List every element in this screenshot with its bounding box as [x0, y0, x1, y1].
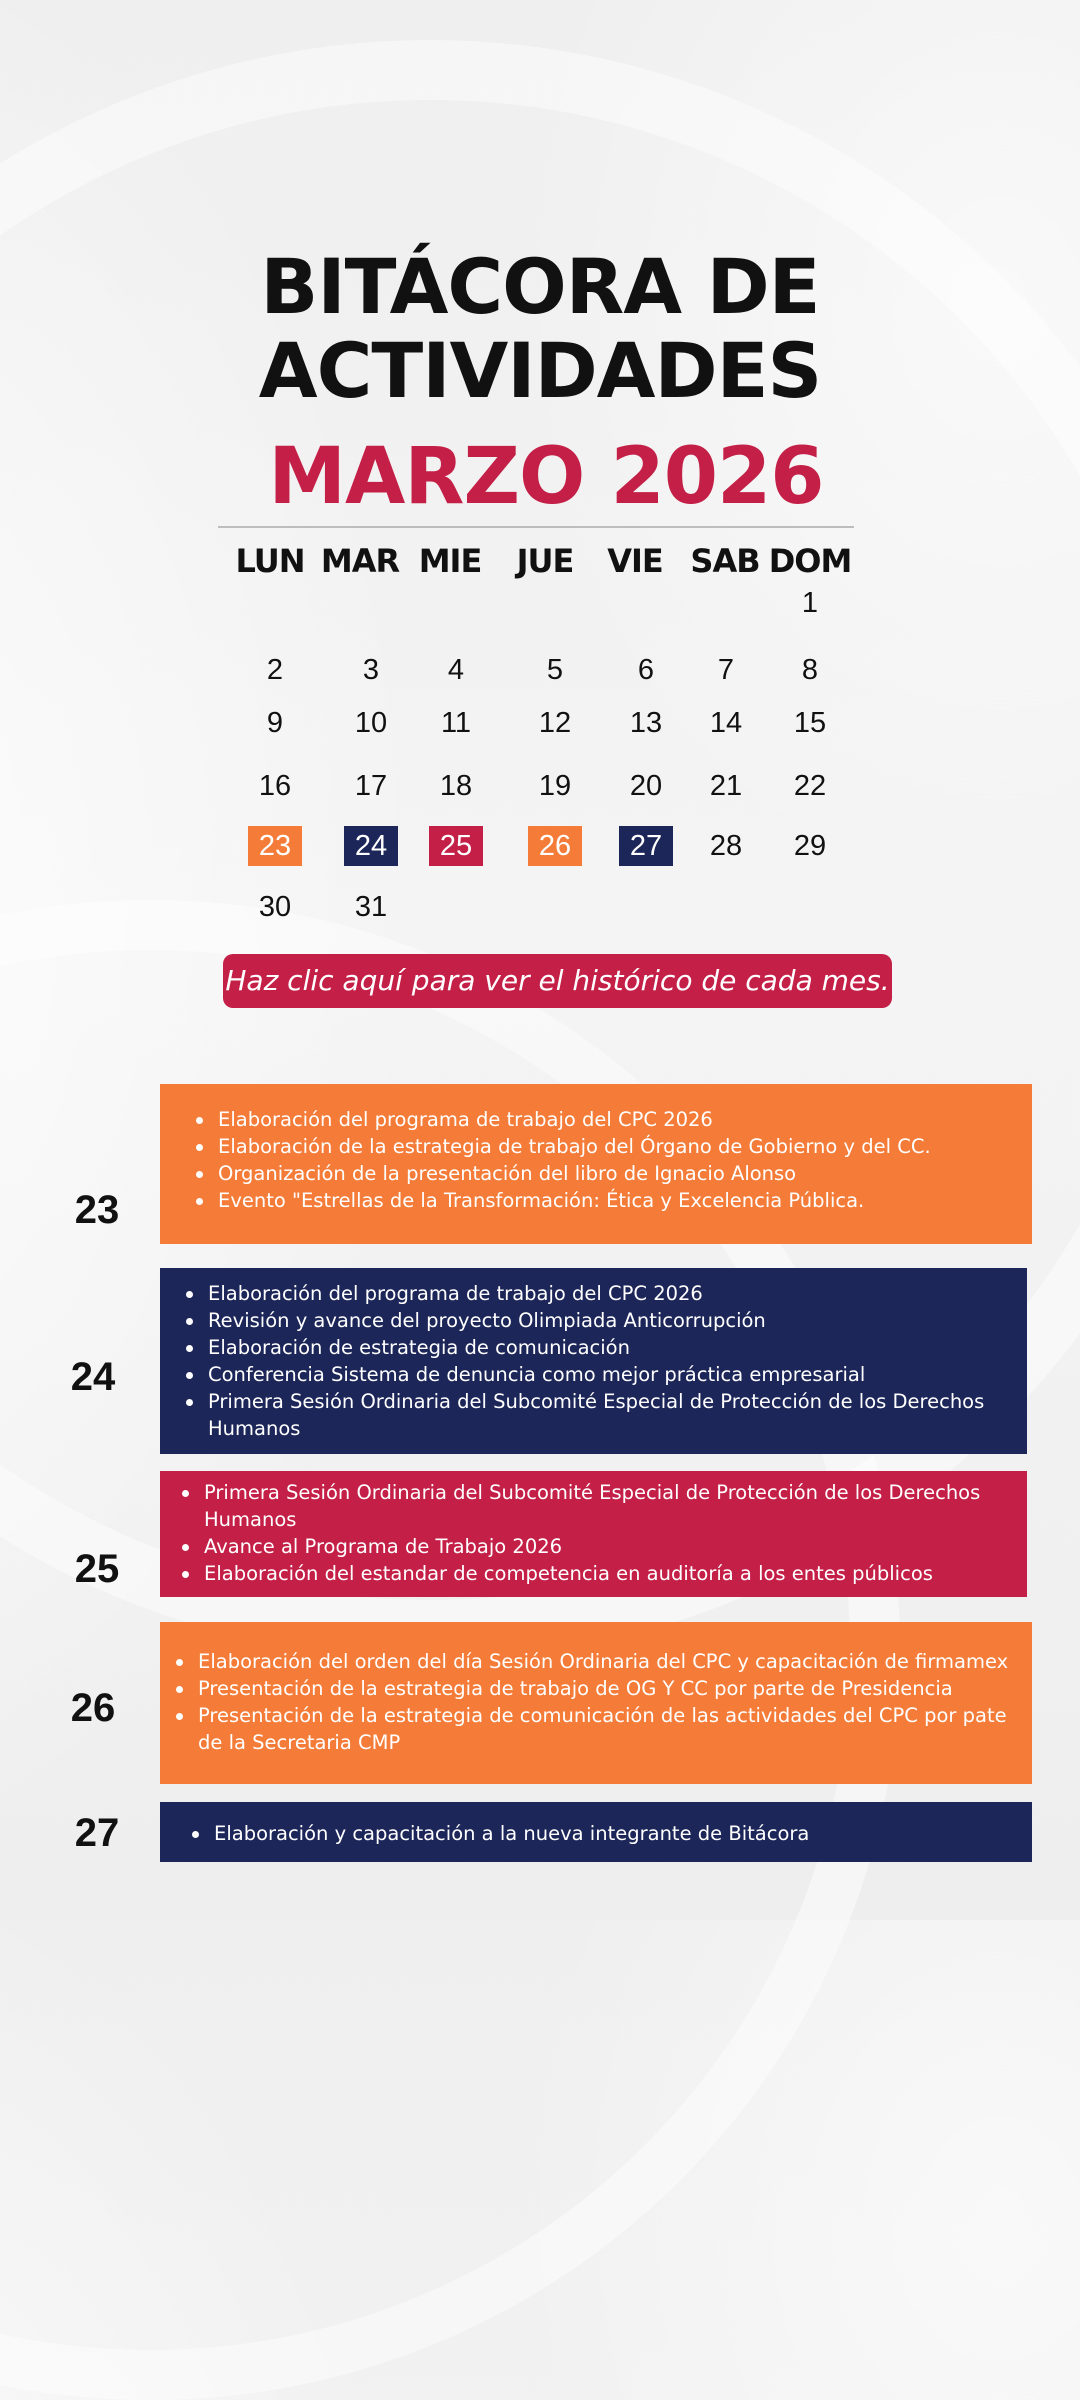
- weekday-header: JUE: [516, 542, 574, 580]
- activity-box-day-27: [160, 1802, 1032, 1862]
- history-link-button[interactable]: Haz clic aquí para ver el histórico de cada mes.: [223, 954, 892, 1008]
- calendar-day-4: 4: [447, 654, 465, 686]
- activity-list-items: [160, 1106, 1032, 1214]
- calendar-day-18: 18: [439, 770, 473, 802]
- activity-item: Avance al Programa de Trabajo 2026: [204, 1533, 1019, 1560]
- calendar-day-27[interactable]: 27: [619, 826, 673, 866]
- calendar-day-13: 13: [629, 707, 663, 739]
- calendar-day-25[interactable]: 25: [429, 826, 483, 866]
- calendar-day-16: 16: [258, 770, 292, 802]
- calendar-day-23[interactable]: 23: [248, 826, 302, 866]
- month-title: MARZO 2026: [268, 432, 824, 522]
- page-title: [0, 242, 1080, 415]
- weekday-header: LUN: [235, 542, 305, 580]
- activity-item: Elaboración de la estrategia de trabajo del Órgano de Gobierno y del CC.: [218, 1133, 1024, 1160]
- calendar-day-6: 6: [637, 654, 655, 686]
- weekday-header: MAR: [320, 542, 400, 580]
- activity-day-number: 24: [70, 1355, 116, 1399]
- activity-list-items: [160, 1280, 1027, 1442]
- calendar-day-15: 15: [793, 707, 827, 739]
- calendar-day-8: 8: [801, 654, 819, 686]
- calendar-day-20: 20: [629, 770, 663, 802]
- calendar-day-10: 10: [354, 707, 388, 739]
- activity-item: Elaboración de estrategia de comunicación: [208, 1334, 1019, 1361]
- activity-day-number: 26: [70, 1686, 116, 1730]
- calendar-day-28: 28: [709, 830, 743, 862]
- activity-item: Revisión y avance del proyecto Olimpiada Anticorrupción: [208, 1307, 1019, 1334]
- calendar-day-1: 1: [801, 587, 819, 619]
- activity-day-number: 25: [74, 1547, 120, 1591]
- calendar-day-9: 9: [266, 707, 284, 739]
- calendar-day-11: 11: [440, 707, 472, 739]
- activity-item: Elaboración del programa de trabajo del CPC 2026: [218, 1106, 1024, 1133]
- activity-item: Elaboración del programa de trabajo del CPC 2026: [208, 1280, 1019, 1307]
- activity-box-day-23: [160, 1084, 1032, 1244]
- calendar-day-22: 22: [793, 770, 827, 802]
- calendar-day-24[interactable]: 24: [344, 826, 398, 866]
- activity-list-items: [160, 1648, 1032, 1756]
- calendar-day-26[interactable]: 26: [528, 826, 582, 866]
- activity-list-items: [160, 1479, 1027, 1587]
- page-title-line-2: ACTIVIDADES: [258, 326, 822, 415]
- calendar-day-14: 14: [709, 707, 743, 739]
- calendar-day-7: 7: [717, 654, 735, 686]
- activity-item: Elaboración del estandar de competencia en auditoría a los entes públicos: [204, 1560, 1019, 1587]
- activity-item: Presentación de la estrategia de comunicación de las actividades del CPC por pate de la Secretaria CMP: [198, 1702, 1024, 1756]
- activity-day-number: 27: [74, 1811, 120, 1855]
- activity-item: Elaboración del orden del día Sesión Ordinaria del CPC y capacitación de firmamex: [198, 1648, 1024, 1675]
- calendar-day-30: 30: [258, 891, 292, 923]
- activity-item: Primera Sesión Ordinaria del Subcomité Especial de Protección de los Derechos Humanos: [208, 1388, 1019, 1442]
- calendar-day-19: 19: [538, 770, 572, 802]
- activity-box-day-26: [160, 1622, 1032, 1784]
- weekday-header: MIE: [418, 542, 482, 580]
- calendar-day-17: 17: [354, 770, 388, 802]
- activity-item: Primera Sesión Ordinaria del Subcomité Especial de Protección de los Derechos Humanos: [204, 1479, 1019, 1533]
- activity-item: Presentación de la estrategia de trabajo de OG Y CC por parte de Presidencia: [198, 1675, 1024, 1702]
- page-title-line-1: BITÁCORA DE: [260, 242, 820, 331]
- weekday-header: SAB: [690, 542, 760, 580]
- activity-day-number: 23: [74, 1188, 120, 1232]
- activity-list-items: [160, 1820, 1032, 1847]
- calendar-day-31: 31: [354, 891, 388, 923]
- activity-item: Conferencia Sistema de denuncia como mejor práctica empresarial: [208, 1361, 1019, 1388]
- activity-box-day-24: [160, 1268, 1027, 1454]
- calendar-day-12: 12: [538, 707, 572, 739]
- activity-item: Organización de la presentación del libro de Ignacio Alonso: [218, 1160, 1024, 1187]
- calendar-day-5: 5: [546, 654, 564, 686]
- activity-item: Evento "Estrellas de la Transformación: Ética y Excelencia Pública.: [218, 1187, 1024, 1214]
- activity-box-day-25: [160, 1471, 1027, 1597]
- calendar-day-21: 21: [709, 770, 743, 802]
- calendar-day-2: 2: [266, 654, 284, 686]
- activity-item: Elaboración y capacitación a la nueva integrante de Bitácora: [214, 1820, 1024, 1847]
- calendar-day-3: 3: [362, 654, 380, 686]
- weekday-header: VIE: [607, 542, 663, 580]
- weekday-header: DOM: [768, 542, 852, 580]
- calendar-day-29: 29: [793, 830, 827, 862]
- divider: [218, 526, 854, 528]
